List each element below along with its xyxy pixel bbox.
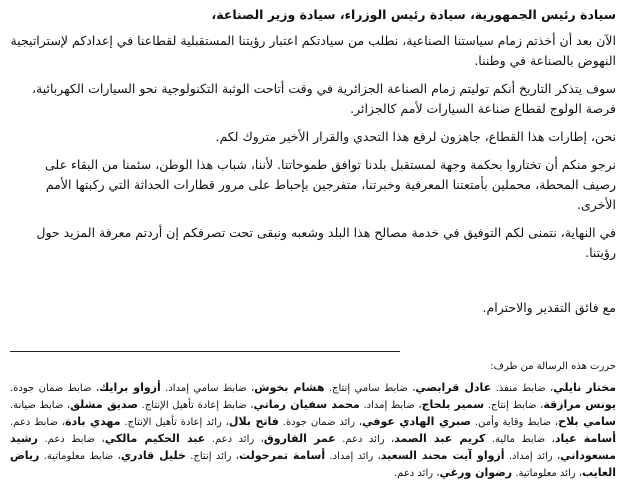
signatory-role: ، ضابط إعادة تأهيل الإنتاج. [141,400,254,411]
signatory-name: صبري الهادي عوفي [362,415,472,428]
signatory-role: ، ضابط وقاية وأمن. [474,417,559,428]
signatory [44,451,186,462]
signatory [212,434,336,445]
signatory-role: ، ضابط سامي إنتاج. [328,383,416,394]
signatories-list [10,380,616,482]
signatory-role: ، ضابط ضمان جودة. [10,383,100,394]
signatory [165,383,324,394]
signatory-name: هشام بخوش [254,381,325,394]
paragraph-challenge: نحن، إطارات هذا القطاع، جاهزون لرفع هذا التحدي والقرار الأخير متروك لكم. [215,129,616,144]
signatory-name: عادل قرابصي [415,381,492,394]
signatory-name: كريم عبد الصمد [394,432,486,445]
signatory-role: ، رائد دعم. [211,434,264,445]
signatory-name: أزواو آيت محند السعيد [380,449,505,462]
signatory-name: مختار نايلي [553,381,616,394]
signatory [10,383,161,394]
signatory-role: ، ضابط منفذ. [495,383,554,394]
signatory-name: مهدي بادة [65,415,121,428]
paragraph-intro: الآن بعد أن أخذتم زمام سياستنا الصناعية، نطلب من سيادتكم اعتبار رؤيتنا المستقبلية لقطاعنا في إعدادكم لإستراتيجية النهوض بالصناعة في وطننا. [10,33,616,68]
signatory [496,383,616,394]
signatory [394,468,512,479]
signatory [10,417,121,428]
signatory-role: ، ضابط إنتاج. [487,400,544,411]
signatory-role: ، ضابط دعم. [10,417,66,428]
signatory-name: أزواو برايك [99,381,161,394]
signatory-role: ، ضابط إمداد. [363,400,422,411]
signatory [142,400,360,411]
paragraph-history: سوف يتذكر التاريخ أنكم توليتم زمام الصناعة الجزائرية في وقت أتاحت الوثبة التكنولوجية نحو السيارات الكهربائية، فرصة الولوج لقطاع صناعة السيارات لأمم كالجزائر. [32,81,616,116]
signatory [488,400,616,411]
signatory [329,451,504,462]
paragraph-conclusion: في النهاية، نتمنى لكم التوفيق في خدمة مصالح هذا البلد وشعبه ونبقى تحت تصرفكم إن أردتم معرفة المزيد حول رؤيتنا. [36,225,616,260]
signatory-role: ، رائد إنتاج. [190,451,240,462]
signatory [124,417,278,428]
signatory [492,434,616,445]
signatory-name: رضوان ورغي [439,466,513,479]
signatory-name: يونس مرازقة [543,398,616,411]
signatory-name: محمد سفيان رماتي [253,398,360,411]
signatory [475,417,616,428]
signatory-role: ، رائد إعادة تأهيل الإنتاج. [124,417,229,428]
signatory [329,383,491,394]
salutation: سيادة رئيس الجمهورية، سيادة رئيس الوزراء، سيادة وزير الصناعة، [211,7,616,22]
signed-by-label: حررت هذه الرسالة من طرف: [490,361,616,372]
signatory-name: أسامة عياد [554,432,617,445]
signatory-name: فاتح بلال [228,415,279,428]
signatory-name: عبد الحكيم مالكي [104,432,206,445]
signatory-role: ، رائد معلوماتية. [515,468,582,479]
signatory-role: ، رائد دعم. [394,468,440,479]
signatory-role: ، رائد إمداد. [329,451,381,462]
signatory [342,434,485,445]
signatory-role: ، ضابط مالية. [491,434,555,445]
signatory-role: ، ضابط سامي إمداد. [165,383,255,394]
signatory-role: ، رائد دعم. [342,434,395,445]
signatory [363,400,484,411]
signatory [10,400,138,411]
signatory [190,451,325,462]
signatory-role: ، رائد إمداد. [508,451,561,462]
signatory-role: ، ضابط معلوماتية. [43,451,121,462]
signatory [44,434,205,445]
signatory-name: سامي بلاح [558,415,616,428]
signatory-name: رشيد مسعوداني [10,432,616,462]
signatory-name: رياض العايب [10,449,616,479]
signatory [283,417,471,428]
signatory-role: ، ضابط صيانة. [10,400,71,411]
signatory-role: ، ضابط دعم. [44,434,105,445]
signatory-name: سمير بلحاج [421,398,485,411]
signatory-name: خليل قادري [120,449,186,462]
signatory-name: صديق مشلق [70,398,138,411]
signatory-name: عمر الفاروق [263,432,336,445]
paragraph-request: نرجو منكم أن تختاروا بحكمة وجهة لمستقبل بلدنا توافق طموحاتنا. لأننا، شباب هذا الوطن، سئمنا من البقاء على رصيف المحطة، محملين بأمتعتنا المعرفية وخبرتنا، متفرجين بإحباط على مرور قطارات الحداثة التي ركبتها الأمم الأخرى. [45,157,616,212]
signatory-role: ، رائد ضمان جودة. [282,417,363,428]
closing-line: مع فائق التقدير والاحترام. [482,300,616,315]
signatory-name: أسامة تمرحولت [239,449,326,462]
divider-line [10,351,400,352]
